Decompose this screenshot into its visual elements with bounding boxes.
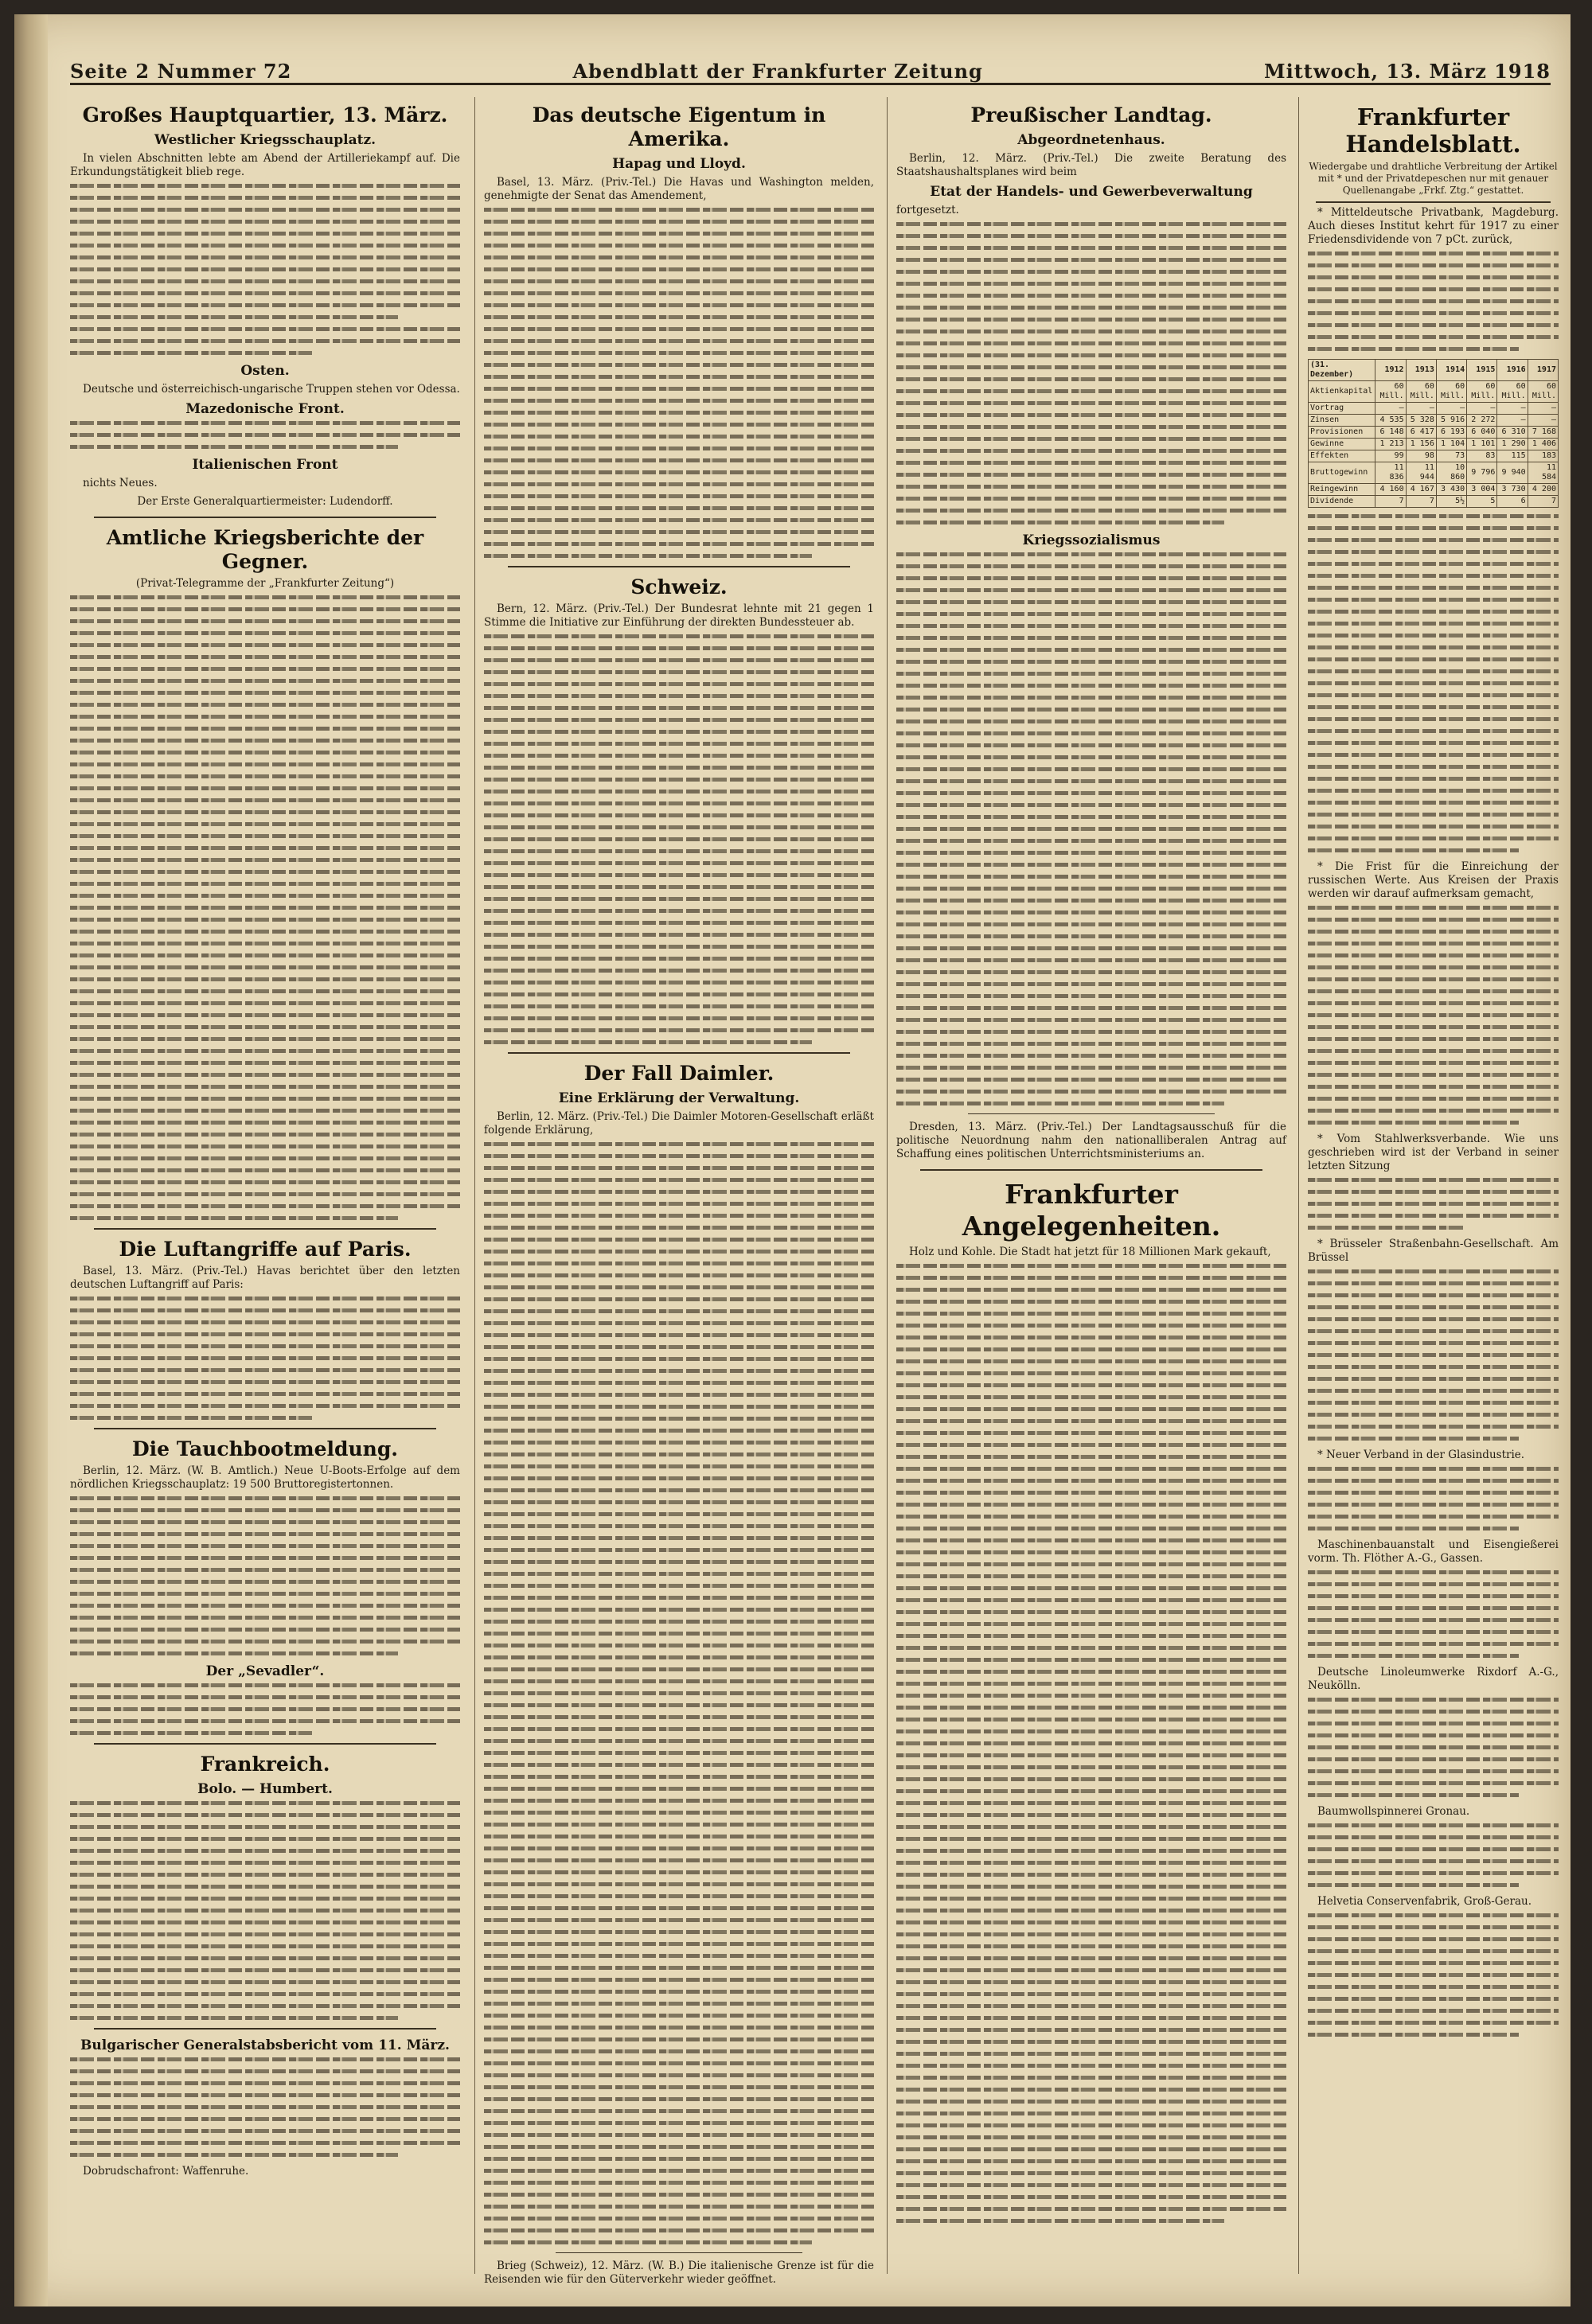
body-text: [1308, 1269, 1559, 1441]
body-text: [70, 184, 460, 355]
table-cell: —: [1375, 403, 1406, 415]
table-cell: 4 167: [1406, 484, 1436, 496]
subhead-hapag: Hapag und Lloyd.: [612, 156, 746, 172]
divider: [94, 1428, 436, 1429]
table-row: [1309, 450, 1559, 462]
article-lede: Brieg (Schweiz), 12. März. (W. B.) Die italienische Grenze ist für die Reisenden wie für den Güterverkehr wieder geöffnet.: [484, 2260, 874, 2286]
body-text: [1308, 1698, 1559, 1797]
body-text: [1308, 1570, 1559, 1658]
column-2: [484, 97, 874, 2286]
article-lede: Holz und Kohle. Die Stadt hat jetzt für 18 Millionen Mark gekauft,: [909, 1246, 1271, 1258]
article-lede: * Vom Stahlwerksverbande. Wie uns geschrieben wird ist der Verband in seiner letzten Sitzung: [1308, 1133, 1559, 1172]
masthead: [70, 46, 1551, 85]
table-row: [1309, 415, 1559, 427]
table-cell: 6 417: [1406, 427, 1436, 439]
table-header: 1913: [1406, 360, 1436, 381]
table-cell: 7: [1528, 496, 1558, 508]
table-cell: 83: [1467, 450, 1497, 462]
headline-frankfurter-angelegenheiten: Frankfurter Angelegenheiten.: [962, 1179, 1221, 1242]
table-cell: 6: [1497, 496, 1528, 508]
table-cell: Reingewinn: [1309, 484, 1375, 496]
table-cell: 11 944: [1406, 462, 1436, 484]
table-row: [1309, 496, 1559, 508]
divider: [508, 1052, 850, 1054]
table-cell: 5: [1467, 496, 1497, 508]
table-cell: 1 101: [1467, 439, 1497, 450]
body-text: [1308, 1823, 1559, 1887]
article-lede: Baumwollspinnerei Gronau.: [1317, 1805, 1470, 1818]
headline-luftangriffe: Die Luftangriffe auf Paris.: [119, 1238, 412, 1261]
column-4: [1308, 97, 1559, 2274]
headline-schweiz: Schweiz.: [630, 575, 728, 599]
headline-tauchboot: Die Tauchbootmeldung.: [131, 1437, 399, 1460]
table-cell: 115: [1497, 450, 1528, 462]
table-cell: 60 Mill.: [1467, 381, 1497, 403]
divider: [556, 2252, 802, 2253]
body-text: [70, 421, 460, 449]
subhead-sevadler: Der „Sevadler“.: [205, 1663, 325, 1679]
table-cell: 3 430: [1436, 484, 1466, 496]
subhead-erklaerung: Eine Erklärung der Verwaltung.: [558, 1090, 800, 1106]
body-text: [70, 1297, 460, 1420]
body-text: [1308, 252, 1559, 351]
table-cell: 99: [1375, 450, 1406, 462]
article-lede: Helvetia Conservenfabrik, Groß-Gerau.: [1317, 1895, 1532, 1908]
divider: [94, 1743, 436, 1745]
table-cell: 98: [1406, 450, 1436, 462]
article-lede: Deutsche und österreichisch-ungarische Truppen stehen vor Odessa.: [83, 383, 460, 396]
subhead-kriegssozialismus: Kriegssozialismus: [1022, 532, 1161, 548]
table-row: [1309, 403, 1559, 415]
column-rule: [474, 97, 475, 2274]
table-row: [1309, 381, 1559, 403]
subhead-osten: Osten.: [240, 363, 290, 379]
table-cell: 1 104: [1436, 439, 1466, 450]
article-lede: Dresden, 13. März. (Priv.-Tel.) Der Landtagsausschuß für die politische Neuordnung nahm den nationalliberalen Antrag auf Schaffung eines politischen Unterrichtsministeriums an.: [896, 1121, 1286, 1160]
article-closing: Dobrudschafront: Waffenruhe.: [83, 2165, 249, 2178]
body-text: [1308, 514, 1559, 852]
article-lede: * Neuer Verband in der Glasindustrie.: [1317, 1449, 1525, 1461]
body-text: [896, 552, 1286, 1105]
masthead-date: Mittwoch, 13. März 1918: [1264, 60, 1551, 83]
table-header: 1916: [1497, 360, 1528, 381]
headline-bulgarischer: Bulgarischer Generalstabsbericht vom 11. März.: [80, 2037, 450, 2053]
table-cell: 1 156: [1406, 439, 1436, 450]
article-lede: * Brüsseler Straßenbahn-Gesellschaft. Am Brüssel: [1308, 1238, 1559, 1264]
table-cell: 60 Mill.: [1497, 381, 1528, 403]
article-lede: Berlin, 12. März. (W. B. Amtlich.) Neue U-Boots-Erfolge auf dem nördlichen Kriegsschauplatz: 19 500 Bruttoregistertonnen.: [70, 1464, 460, 1491]
table-cell: 1 213: [1375, 439, 1406, 450]
subhead-abgeordnetenhaus: Abgeordnetenhaus.: [1017, 132, 1165, 148]
column-3: [896, 97, 1286, 2274]
divider: [94, 517, 436, 518]
table-header: 1915: [1467, 360, 1497, 381]
table-cell: Aktienkapital: [1309, 381, 1375, 403]
table-cell: Bruttogewinn: [1309, 462, 1375, 484]
signature: Der Erste Generalquartiermeister: Ludendorff.: [137, 495, 393, 508]
table-cell: Vortrag: [1309, 403, 1375, 415]
article-lede: Basel, 13. März. (Priv.-Tel.) Havas berichtet über den letzten deutschen Luftangriff auf Paris:: [70, 1265, 460, 1291]
table-cell: 6 148: [1375, 427, 1406, 439]
body-text: [484, 208, 874, 558]
column-1: [70, 97, 460, 2274]
subhead-westlicher: Westlicher Kriegsschauplatz.: [154, 132, 377, 148]
table-cell: —: [1497, 415, 1528, 427]
table-cell: 4 535: [1375, 415, 1406, 427]
table-cell: 11 584: [1528, 462, 1558, 484]
table-row: [1309, 484, 1559, 496]
article-lede: * Mitteldeutsche Privatbank, Magdeburg. Auch dieses Institut kehrt für 1917 zu einer Friedensdividende von 7 pCt. zurück,: [1308, 206, 1559, 246]
body-text: [1308, 906, 1559, 1125]
headline-eigentum: Das deutsche Eigentum in Amerika.: [532, 103, 826, 150]
headline-landtag: Preußischer Landtag.: [970, 103, 1212, 127]
table-cell: —: [1467, 403, 1497, 415]
article-lede: * Die Frist für die Einreichung der russischen Werte. Aus Kreisen der Praxis werden wir darauf aufmerksam gemacht,: [1308, 860, 1559, 900]
body-text: [70, 1496, 460, 1655]
article-lede: Basel, 13. März. (Priv.-Tel.) Die Havas und Washington melden, genehmigte der Senat das Amendement,: [484, 176, 874, 202]
body-text: [896, 1264, 1286, 2223]
table-header: 1917: [1528, 360, 1558, 381]
table-cell: 10 860: [1436, 462, 1466, 484]
body-text: [896, 222, 1286, 524]
table-cell: 7 168: [1528, 427, 1558, 439]
subhead-etat: Etat der Handels- und Gewerbeverwaltung: [930, 184, 1253, 200]
masthead-title: Abendblatt der Frankfurter Zeitung: [572, 60, 983, 83]
divider: [920, 1169, 1262, 1171]
table-cell: 9 940: [1497, 462, 1528, 484]
body-text: [1308, 1467, 1559, 1530]
table-row: [1309, 462, 1559, 484]
table-cell: 1 290: [1497, 439, 1528, 450]
newspaper-page: [14, 14, 1571, 2306]
divider: [94, 2028, 436, 2030]
table-cell: 6 193: [1436, 427, 1466, 439]
body-text: [1308, 1913, 1559, 2037]
table-cell: 5 328: [1406, 415, 1436, 427]
subhead-bolo: Bolo. — Humbert.: [197, 1781, 333, 1797]
table-cell: 60 Mill.: [1436, 381, 1466, 403]
reprint-notice: Wiedergabe und drahtliche Verbreitung der Artikel mit * und der Privatdepeschen nur mit genauer Quellenangabe „Frkf. Ztg.“ gestattet.: [1309, 161, 1558, 196]
article-lede: In vielen Abschnitten lebte am Abend der Artilleriekampf auf. Die Erkundungstätigkeit blieb rege.: [70, 152, 460, 178]
balance-table: [1308, 359, 1559, 508]
headline-hauptquartier: Großes Hauptquartier, 13. März.: [82, 103, 448, 127]
table-row: [1309, 427, 1559, 439]
table-cell: 1 406: [1528, 439, 1558, 450]
table-cell: 73: [1436, 450, 1466, 462]
table-cell: —: [1406, 403, 1436, 415]
divider: [1316, 201, 1551, 203]
table-cell: Gewinne: [1309, 439, 1375, 450]
headline-kriegsberichte: Amtliche Kriegsberichte der Gegner.: [106, 526, 424, 573]
body-text: [70, 595, 460, 1220]
divider: [508, 566, 850, 567]
table-cell: 7: [1375, 496, 1406, 508]
table-cell: 3 004: [1467, 484, 1497, 496]
column-rule: [1298, 97, 1299, 2274]
table-cell: 183: [1528, 450, 1558, 462]
article-lede: Maschinenbauanstalt und Eisengießerei vorm. Th. Flöther A.-G., Gassen.: [1308, 1538, 1559, 1565]
book-binding: [14, 14, 48, 2306]
body-text: [70, 2057, 460, 2157]
headline-daimler: Der Fall Daimler.: [583, 1062, 775, 1085]
table-cell: —: [1497, 403, 1528, 415]
table-cell: —: [1436, 403, 1466, 415]
table-cell: 60 Mill.: [1528, 381, 1558, 403]
article-lede: (Privat-Telegramme der „Frankfurter Zeitung“): [135, 577, 395, 590]
table-cell: 6 040: [1467, 427, 1497, 439]
body-text: [1308, 1178, 1559, 1230]
article-lede: Deutsche Linoleumwerke Rixdorf A.-G., Neukölln.: [1308, 1666, 1559, 1692]
table-cell: 60 Mill.: [1375, 381, 1406, 403]
table-cell: Dividende: [1309, 496, 1375, 508]
table-cell: 6 310: [1497, 427, 1528, 439]
column-rule: [887, 97, 888, 2274]
table-cell: 11 836: [1375, 462, 1406, 484]
headline-handelsblatt: Frankfurter Handelsblatt.: [1345, 103, 1521, 158]
masthead-page-number: Seite 2 Nummer 72: [70, 60, 292, 83]
table-header: 1914: [1436, 360, 1466, 381]
body-text: [70, 1801, 460, 2020]
article-lede: Berlin, 12. März. (Priv.-Tel.) Die Daimler Motoren-Gesellschaft erläßt folgende Erklärung,: [484, 1110, 874, 1137]
table-cell: —: [1528, 415, 1558, 427]
table-cell: 2 272: [1467, 415, 1497, 427]
table-cell: 3 730: [1497, 484, 1528, 496]
body-text: [484, 1142, 874, 2244]
table-cell: —: [1528, 403, 1558, 415]
subhead-italienisch: Italienischen Front: [192, 457, 338, 473]
table-cell: 7: [1406, 496, 1436, 508]
table-cell: 60 Mill.: [1406, 381, 1436, 403]
subhead-mazedonische: Mazedonische Front.: [185, 401, 345, 417]
table-row: [1309, 439, 1559, 450]
divider: [968, 1113, 1215, 1114]
table-cell: Provisionen: [1309, 427, 1375, 439]
table-cell: 4 160: [1375, 484, 1406, 496]
headline-frankreich: Frankreich.: [200, 1753, 330, 1776]
divider: [94, 1228, 436, 1230]
article-lede: nichts Neues.: [83, 477, 158, 489]
body-text: [484, 634, 874, 1044]
table-cell: 5½: [1436, 496, 1466, 508]
table-cell: 4 200: [1528, 484, 1558, 496]
article-lede: Bern, 12. März. (Priv.-Tel.) Der Bundesrat lehnte mit 21 gegen 1 Stimme die Initiative zur Einführung der direkten Bundessteuer ab.: [484, 602, 874, 629]
table-cell: 5 916: [1436, 415, 1466, 427]
article-lede: fortgesetzt.: [896, 204, 959, 216]
table-cell: Zinsen: [1309, 415, 1375, 427]
table-cell: 9 796: [1467, 462, 1497, 484]
table-header: 1912: [1375, 360, 1406, 381]
body-text: [70, 1683, 460, 1735]
table-header: (31. Dezember): [1309, 360, 1375, 381]
article-lede: Berlin, 12. März. (Priv.-Tel.) Die zweite Beratung des Staatshaushaltsplanes wird beim: [896, 152, 1286, 178]
table-cell: Effekten: [1309, 450, 1375, 462]
